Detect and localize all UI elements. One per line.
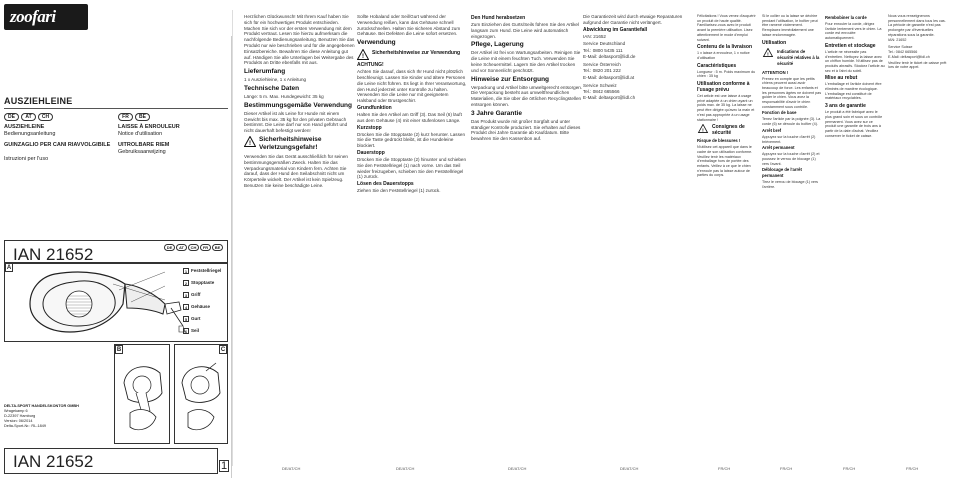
use-text: Dieser Artikel ist als Leine für Hunde mit einem Gewicht bis max. 35 kg für den privaten Gebrauch bestimmt. Die Leine darf nur von Hand geführt und nicht dauerhaft befestigt werden! (244, 110, 348, 134)
intro-text: Félicitations ! Vous venez d'acquérir un produit de haute qualité. Familiarisez-vous avec le produit avant la première utilisation. Lisez attentivement le mode d'emploi suivant. (697, 14, 756, 42)
heading-function: Grundfunktion (357, 104, 392, 111)
service-phone: Tel.: 0820 201 222 (583, 68, 621, 74)
lang-flags-right (118, 113, 150, 121)
ian-number: IAN 21652 (13, 245, 94, 264)
permanent-stop-text: Drücken Sie die Stopptaste (2) hinunter und schieben Sie den Feststellriegel (1) nach vorne. Um das Seil wieder freizugeben, schieben Sie den Feststellriegel (1) zurück. (357, 156, 467, 180)
service-country: Service Deutschland (583, 41, 626, 47)
part-item: 4 Gehäuse (184, 304, 211, 310)
column-de-1 (244, 14, 356, 189)
figure-a-box (4, 262, 228, 342)
release-text: Ziehen Sie den Feststellriegel (1) zurück. (357, 188, 441, 194)
part-item: 2 Stopptaste (184, 280, 215, 286)
heading-permanent-stop: Dauerstopp (357, 149, 385, 156)
column-fr-4 (888, 14, 950, 71)
heading-attention: ATTENTION ! (762, 69, 789, 75)
care-text: L'article ne nécessite pas d'entretien. Nettoyez la laisse avec un chiffon humide. N'utilisez pas de produits abrasifs. Stockez l'article au sec et à l'abri du soleil. (825, 49, 885, 73)
figure-label-b: B (116, 347, 122, 353)
disposal-text: L'emballage et l'article doivent être éliminés de manière écologique. L'emballage est constitué de matériaux recyclables. (825, 82, 882, 101)
warranty-text-2: Nous vous renseignerons personnellement dans tous les cas. La période de garantie n'est pas prolongée par d'éventuelles réparations sous la garantie. (888, 14, 946, 37)
imprint (4, 404, 110, 429)
lang-flag: DE (4, 113, 19, 121)
function-text: Halten Sie den Artikel am Griff (3). Das Seil (6) läuft aus dem Gehäuse (4) mit einer stufenlosen Länge. (357, 111, 462, 123)
body-text: Si le collier ou la laisse se déchire pendant l'utilisation, le boîtier peut être ramené violemment. Remplacez immédiatement une laisse endommagée. (762, 14, 818, 37)
column-divider (232, 10, 233, 466)
heading-permanent-stop: Arrêt permanent (762, 145, 795, 151)
warning-text: Prenez en compte que les petits chiens peuvent aussi avoir beaucoup de force. Les enfants et les personnes âgées ne doivent pas guider le chien. Vous avez la responsabilité d'avoir le chien constamment sous contrôle. (762, 76, 822, 109)
heading-care: Pflege, Lagerung (471, 41, 524, 49)
lang-flag: FR (118, 113, 133, 121)
imprint-line: DELTA-SPORT HANDELSKONTOR GMBH (4, 404, 79, 408)
heading-short-stop: Kurzstopp (357, 124, 382, 131)
imprint-line: Delta-Sport-Nr.: RL-1849 (4, 424, 46, 428)
page-footer: DE/AT/CH (282, 466, 301, 471)
parts-list (183, 265, 221, 337)
warning-block (244, 136, 356, 152)
heading-disposal: Hinweise zur Entsorgung (471, 75, 550, 83)
service-email: E-Mail: deltasport@lidl.at (583, 74, 635, 80)
heading-use: Verwendung (357, 39, 396, 47)
svg-text:!: ! (702, 128, 704, 134)
warning-triangle-icon (762, 48, 774, 57)
imprint-line: Wragekamp 6 (4, 409, 28, 413)
service-phone: Tel.: 0800 5435 111 (583, 47, 623, 53)
disposal-text: Verpackung und Artikel bitte umweltgerecht entsorgen. Die Verpackung besteht aus umweltfreundlichen Materialien, die Sie über die örtlichen Recyclingstellen entsorgen können. (471, 84, 583, 107)
heading-safety: Consignes de sécurité (712, 124, 745, 137)
lang-flag: AT (21, 113, 36, 121)
use-text: Cet article est une laisse à usage privé adaptée à un chien ayant un poids max. de 35 kg. La laisse ne peut être dirigée qu'avec la main et n'est pas appropriée à un usage stationnaire ! (697, 94, 755, 122)
heading-warning: Indications de sécurité relatives à la sécurité (777, 48, 820, 66)
part-item: 5 Gurt (184, 316, 201, 322)
figure-label-c: C (220, 347, 226, 353)
warning-triangle-icon (244, 136, 256, 147)
heading-retract: Rembobiner la corde (825, 15, 867, 20)
svg-text:!: ! (362, 54, 364, 61)
svg-text:!: ! (767, 51, 769, 57)
lock-detail-illustration-icon (176, 353, 228, 443)
heading-scope: Contenu de la livraison (697, 44, 753, 51)
safety-text: Verwenden Sie das Gerät ausschließlich für seinen bestimmungsgemäßen Zweck. Halten Sie das Verpackungsmaterial von Kindern fern. Achten Sie darauf, dass der Hund den Seilabschnitt nicht um Körperteile wickelt. Der Artikel ist kein Spielzeug. Benutzen Sie keine beschädigte Leine. (244, 153, 348, 188)
page-footer: DE/AT/CH (508, 466, 527, 471)
column-de-4 (583, 14, 695, 102)
warning-block (357, 49, 469, 60)
warning-block (697, 124, 759, 136)
logo-bar (0, 0, 232, 36)
warranty-text-2: Die Garantiezeit wird durch etwaige Reparaturen aufgrund der Garantie nicht verlängert. (583, 14, 683, 25)
page-footer: DE/AT/CH (620, 466, 639, 471)
figure-label-a: A (6, 265, 12, 271)
column-de-2 (357, 14, 469, 195)
heading-service: Abwicklung im Garantiefall (583, 26, 648, 33)
cover-subtitle-it: Istruzioni per l'uso (4, 156, 49, 162)
ian-reference: IAN: 21652 (888, 38, 907, 43)
title-divider (4, 108, 228, 109)
part-item: 1 Feststellriegel (184, 268, 222, 274)
page-footer: FR/CH (906, 466, 919, 471)
heading-retract: Den Hund herabsetzen (471, 15, 526, 21)
lang-flag: AT (176, 244, 187, 251)
product-title: AUSZIEHLEINE (4, 96, 73, 106)
ian-box (4, 240, 228, 264)
page-footer: FR/CH (718, 466, 731, 471)
column-fr-3 (825, 14, 885, 139)
lang-flag: CH (38, 113, 53, 121)
service-country: Service Suisse (888, 44, 913, 49)
lang-flag: FR (200, 244, 211, 251)
lang-flag: BE (212, 244, 223, 251)
service-email: E-Mail: deltasport@lidl.de (583, 54, 636, 60)
cover-subtitle-fr: Notice d'utilisation (118, 131, 163, 137)
cover-title-it: GUINZAGLIO PER CANI RIAVVOLGIBILE (4, 142, 111, 148)
scope-text: 1 x Ausziehleine, 1 x Anleitung (244, 77, 307, 83)
page-footer: DE/AT/CH (396, 466, 415, 471)
page-number: 1 (221, 460, 228, 472)
heading-disposal: Mise au rebut (825, 75, 858, 82)
figure-b-box (114, 344, 170, 444)
service-de (583, 41, 695, 60)
warranty-text: Das Produkt wurde mit großer Sorgfalt und unter ständiger Kontrolle produziert. Sie erhalten auf dieses Produkt drei Jahre Garantie ab Kaufdatum. Bitte bewahren Sie den Kassenbon auf. (471, 118, 581, 142)
part-item: 3 Griff (184, 292, 201, 298)
warning-block (762, 48, 822, 68)
imprint-line: D-22397 Hamburg (4, 414, 36, 418)
heading-function: Fonction de base (762, 110, 797, 116)
permanent-stop-text: Appuyez sur la touche d'arrêt (2) et poussez le verrou de blocage (1) vers l'avant. (762, 152, 820, 166)
cover-title-de: AUSZIEHLEINE (4, 124, 45, 130)
hand-grip-illustration-icon (116, 353, 170, 443)
lang-flag: DE (164, 244, 175, 251)
service-ch (583, 83, 695, 102)
cover-subtitle-de: Bedienungsanleitung (4, 131, 56, 137)
heading-tech: Caractéristiques (697, 62, 737, 69)
heading-short-stop: Arrêt bref (762, 127, 782, 133)
brand-logo: zoofari (4, 4, 88, 30)
ian-box-bottom (4, 448, 218, 474)
body-text: Sollte Hobaland oder Seil/Gurt während der Verwendung reißen, kann das Gehäuse schnell zurückschnellen. Halten Sie sicheren Abstand zum Gehäuse. Bei Defekten die Leine sofort ersetzen. (357, 14, 461, 37)
cover-subtitle-nl: Gebruiksaanwijzing (118, 149, 166, 155)
service-phone: Tel.: 0842 665566 (583, 88, 620, 94)
safety-text: N'utilisez cet appareil que dans le cadre de son utilisation conforme. Veuillez tenir les matériaux d'emballage hors de portée des enfants. Veillez à ce que le chien n'enroule pas la laisse autour de parties du corps. (697, 145, 753, 178)
ian-lang-flags (164, 244, 223, 251)
leash-illustration-icon (15, 264, 185, 342)
service-country: Service Österreich (583, 61, 621, 67)
column-fr-2 (762, 14, 822, 190)
short-stop-text: Drücken Sie die Stopptaste (2) kurz herunter. Lassen Sie die Taste gedrückt bleibt, ist die Hundeleine blockiert. (357, 131, 466, 149)
tech-text: Länge: 5 m. Max. Hundegewicht: 35 kg (244, 93, 324, 99)
service-phone: Tel.: 0842 665566 (888, 50, 918, 55)
page-footer: FR/CH (843, 466, 856, 471)
heading-safety: Sicherheitshinweise Verletzungsgefahr! (259, 135, 322, 151)
heading-tech: Technische Daten (244, 84, 300, 92)
release-text: Tirez le verrou de blocage (1) vers l'arrière. (762, 180, 819, 190)
imprint-line: Version: 06/2014 (4, 419, 33, 423)
warning-triangle-icon (357, 49, 369, 60)
lang-flag: CH (188, 244, 199, 251)
retract-text: Pour enrouler la corde, dirigez l'article lentement vers le chien. La corde est enroulée automatiquement. (825, 22, 882, 41)
service-at (583, 62, 695, 81)
service-country: Service Schweiz (583, 82, 617, 88)
column-de-3 (471, 14, 583, 143)
heading-release: Lösen des Dauerstopps (357, 181, 414, 188)
short-stop-text: Appuyez sur la touche d'arrêt (2) brièvement. (762, 134, 816, 144)
page-number-box (219, 460, 229, 472)
function-text: Tenez l'article par la poignée (3). La corde (6) se déroule du boîtier (4). (762, 117, 821, 127)
service-email: E-Mail: deltasport@lidl.ch (888, 55, 930, 60)
figure-c-box (174, 344, 228, 444)
heading-care: Entretien et stockage (825, 42, 876, 49)
care-text: Der Artikel ist frei von Wartungsarbeiten. Reinigen Sie die Leine mit einem feuchten Tuch. Verwenden Sie keine Scheuermittel. Lagern Sie den Artikel trocken und vor Sonnenlicht geschützt. (471, 50, 581, 73)
service-email: E-Mail: deltasport@lidl.ch (583, 95, 636, 101)
tech-text: Longueur : 5 m. Poids maximum du chien : 35 kg (697, 69, 756, 79)
heading-warranty: 3 Jahre Garantie (471, 109, 522, 117)
retract-text: Zum Einziehen des Gurts/Seils führen Sie den Artikel langsam zum Hund. Die Leine wird automatisch eingezogen. (471, 22, 580, 39)
heading-warranty: 3 ans de garantie (825, 103, 866, 110)
warning-triangle-icon (697, 124, 709, 133)
warning-text: Achten Sie darauf, dass sich Ihr Hund nicht plötzlich beschleunigt. Lassen Sie Kinder und ältere Personen die Leine nicht führen. Es liegt in Ihrer Verantwortung, den Hund jederzeit unter Kontrolle zu halten. Verwenden Sie die Leine nur mit geeignetem Halsband oder Brustgeschirr. (357, 69, 467, 104)
heading-use: Utilisation conforme à l'usage prévu (697, 81, 750, 94)
heading-scope: Lieferumfang (244, 68, 286, 76)
heading-risk: Risque de blessures ! (697, 138, 741, 144)
svg-text:!: ! (249, 140, 251, 147)
column-fr-1 (697, 14, 759, 179)
page-footer: FR/CH (780, 466, 793, 471)
heading-use: Bestimmungsgemäße Verwendung (244, 101, 352, 109)
heading-use: Utilisation (762, 39, 787, 46)
heading-release: Déblocage de l'arrêt permanent (762, 167, 802, 179)
ian-number: IAN 21652 (13, 452, 94, 471)
service-ch (888, 45, 950, 60)
cover-title-nl: UITROLBARE RIEM (118, 142, 170, 148)
part-item: 6 Seil (184, 328, 200, 334)
service-note: Veuillez tenir le ticket de caisse prêt lors de votre appel. (888, 60, 947, 70)
scope-text: 1 x laisse à enrouleur, 1 x notice d'utilisation (697, 51, 750, 60)
heading-warning: Sicherheitshinweise zur Verwendung (372, 50, 461, 57)
ian-reference: IAN: 21652 (583, 33, 606, 39)
intro-text: Herzlichen Glückwunsch! Mit Ihrem Kauf haben Sie sich für ein hochwertiges Produkt entschieden. Machen Sie sich vor der ersten Verwendung mit dem Produkt vertraut. Lesen Sie hierzu aufmerksam die nachfolgende Bedienungsanleitung. Benutzen Sie das Produkt nur wie beschrieben und für die angegebenen Einsatzbereiche. Bewahren Sie diese Anleitung gut auf. Händigen Sie alle Unterlagen bei Weitergabe des Produkts an Dritte ebenfalls mit aus. (244, 14, 355, 66)
lang-flag: BE (135, 113, 150, 121)
heading-achtung: ACHTUNG! (357, 62, 384, 69)
warranty-text: Le produit a été fabriqué avec le plus grand soin et sous un contrôle permanent. Vous avez sur ce produit une garantie de trois ans à partir de la date d'achat. Veuillez conserver le ticket de caisse. (825, 110, 883, 138)
lang-flags (4, 113, 53, 121)
cover-title-fr: LAISSE À ENROULEUR (118, 124, 180, 130)
